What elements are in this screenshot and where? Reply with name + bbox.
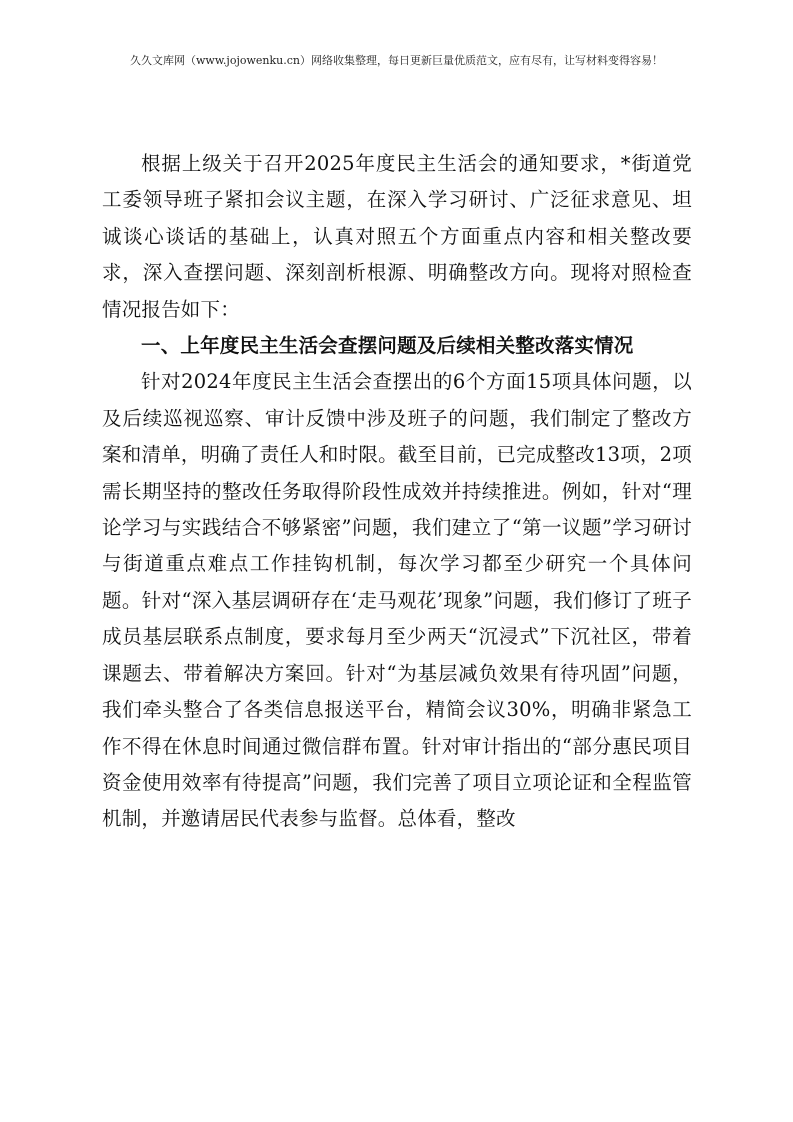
document-body (102, 146, 692, 838)
section-paragraph: 针对2024年度民主生活会查摆出的6个方面15项具体问题，以及后续巡视巡察、审计反馈中涉及班子的问题，我们制定了整改方案和清单，明确了责任人和时限。截至目前，已完成整改13项，2项需长期坚持的整改任务取得阶段性成效并持续推进。例如，针对“理论学习与实践结合不够紧密”问题，我们建立了“第一议题”学习研讨与街道重点难点工作挂钩机制，每次学习都至少研究一个具体问题。针对“深入基层调研存在‘走马观花’现象”问题，我们修订了班子成员基层联系点制度，要求每月至少两天“沉浸式”下沉社区，带着课题去、带着解决方案回。针对“为基层减负效果有待巩固”问题，我们牵头整合了各类信息报送平台，精简会议30%，明确非紧急工作不得在休息时间通过微信群布置。针对审计指出的“部分惠民项目资金使用效率有待提高”问题，我们完善了项目立项论证和全程监管机制，并邀请居民代表参与监督。总体看，整改 (102, 370, 692, 831)
header-note: 久久文库网（www.jojowenku.cn）网络收集整理，每日更新巨量优质范文，应有尽有，让写材料变得容易！ (129, 54, 663, 67)
intro-paragraph: 根据上级关于召开2025年度民主生活会的通知要求，*街道党工委领导班子紧扣会议主题，在深入学习研讨、广泛征求意见、坦诚谈心谈话的基础上，认真对照五个方面重点内容和相关整改要求，深入查摆问题、深刻剖析根源、明确整改方向。现将对照检查情况报告如下： (102, 152, 692, 321)
section-heading: 一、上年度民主生活会查摆问题及后续相关整改落实情况 (141, 334, 634, 358)
